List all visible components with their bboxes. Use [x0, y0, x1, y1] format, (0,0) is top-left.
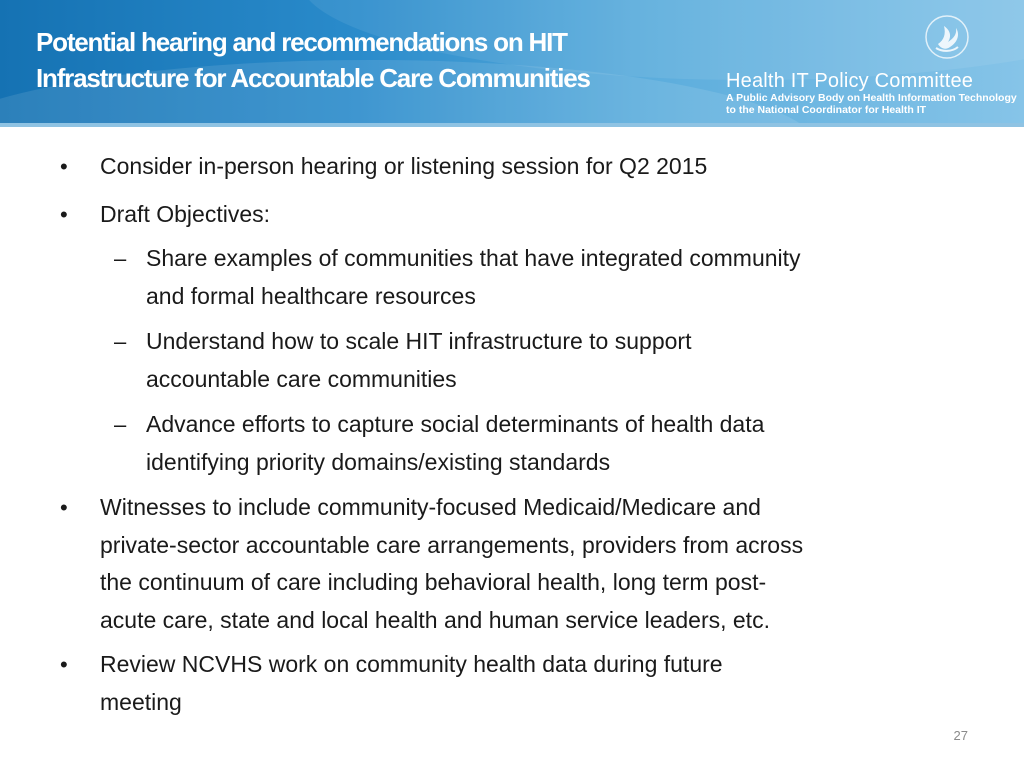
bullet-symbol: •	[60, 202, 68, 227]
bullet-line: Advance efforts to capture social determinants of health data	[146, 411, 765, 437]
org-name: Health IT Policy Committee	[726, 70, 974, 92]
org-subtitle-line: to the National Coordinator for Health IT	[726, 104, 927, 116]
dash-symbol: –	[114, 412, 127, 437]
bullet-line: Consider in-person hearing or listening session for Q2 2015	[100, 153, 708, 179]
bullet-line: meeting	[100, 688, 182, 715]
sub-bullet-item	[114, 406, 765, 481]
bullet-symbol: •	[60, 652, 68, 677]
bullet-item	[60, 489, 804, 639]
sub-bullet-item	[114, 240, 801, 315]
bullet-item	[60, 646, 723, 721]
bullet-line: acute care, state and local health and human service leaders, etc.	[100, 606, 770, 633]
bullet-line: the continuum of care including behavioral health, long term post-	[100, 569, 767, 595]
bullet-line: Understand how to scale HIT infrastructure to support	[146, 328, 692, 354]
hhs-eagle-icon	[924, 14, 970, 60]
org-subtitle-line: A Public Advisory Body on Health Information Technology	[726, 92, 1017, 104]
page-number: 27	[953, 728, 968, 743]
bullet-line: identifying priority domains/existing standards	[146, 448, 611, 475]
bullet-line: and formal healthcare resources	[146, 282, 476, 309]
dash-symbol: –	[114, 246, 127, 271]
bullet-item	[60, 148, 708, 186]
org-block	[726, 70, 1016, 116]
bullet-line: Witnesses to include community-focused Medicaid/Medicare and	[100, 494, 761, 520]
dash-symbol: –	[114, 329, 127, 354]
slide-header	[0, 0, 1024, 127]
bullet-line: Review NCVHS work on community health data during future	[100, 651, 723, 677]
bullet-line: Draft Objectives:	[100, 201, 270, 227]
slide-title-line: Infrastructure for Accountable Care Communities	[36, 63, 590, 93]
bullet-symbol: •	[60, 154, 68, 179]
slide-title-line: Potential hearing and recommendations on HIT	[36, 27, 567, 57]
bullet-line: accountable care communities	[146, 365, 457, 392]
slide-title	[36, 24, 716, 96]
bullet-line: private-sector accountable care arrangements, providers from across	[100, 531, 804, 558]
bullet-symbol: •	[60, 495, 68, 520]
bullet-line: Share examples of communities that have integrated community	[146, 245, 801, 271]
sub-bullet-item	[114, 323, 692, 398]
bullet-item	[60, 196, 270, 234]
